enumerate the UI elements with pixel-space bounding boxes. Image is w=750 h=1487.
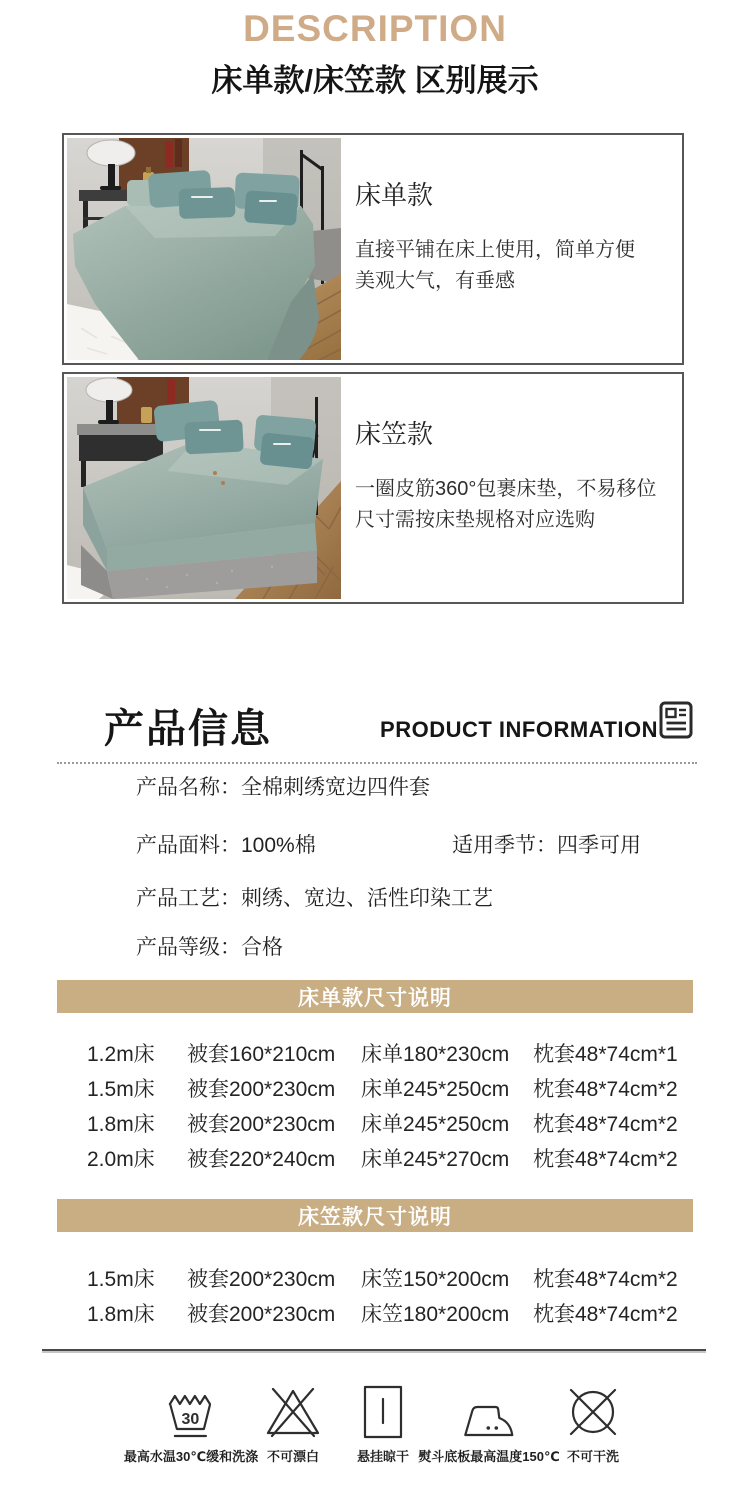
size-cell: 枕套48*74cm*1: [533, 1042, 678, 1066]
care-instruction-wash: [124, 1381, 258, 1465]
no-dry-clean-icon: [563, 1381, 623, 1441]
size-cell: 1.5m床: [87, 1267, 155, 1291]
product-name-value: 全棉刺绣宽边四件套: [241, 776, 430, 799]
size-cell: 枕套48*74cm*2: [533, 1267, 678, 1291]
fitted-sheet-title: 床笠款: [355, 419, 434, 449]
size-cell: 被套200*230cm: [187, 1077, 336, 1101]
product-info-title-cn: 产品信息: [104, 707, 272, 751]
size-cell: 1.2m床: [87, 1042, 155, 1066]
product-name-row: [136, 773, 430, 803]
size-cell: 被套200*230cm: [187, 1302, 336, 1326]
size-cell: 枕套48*74cm*2: [533, 1077, 678, 1101]
size-cell: 床笠150*200cm: [361, 1267, 510, 1291]
product-name-label: 产品名称：: [136, 776, 241, 799]
size-cell: 床单245*270cm: [361, 1147, 510, 1171]
size-cell: 床单180*230cm: [361, 1042, 510, 1066]
product-fabric-label: 产品面料：: [136, 834, 241, 857]
care-instruction-iron: [418, 1381, 559, 1465]
product-craft-row: [136, 884, 493, 914]
size-cell: 被套200*230cm: [187, 1267, 336, 1291]
size-cell: 2.0m床: [87, 1147, 155, 1171]
fitted-sheet-bed-photo: [67, 377, 341, 599]
care-label: 最高水温30℃缓和洗涤: [123, 1449, 259, 1464]
flat-sheet-description: [355, 235, 635, 297]
care-instruction-no-bleach: [262, 1381, 324, 1465]
product-fabric-value: 100%棉: [241, 834, 316, 857]
flat-sheet-desc-line2: 美观大气，有垂感: [355, 270, 515, 292]
flat-sheet-comparison-box: [62, 133, 684, 365]
product-season-label: 适用季节：: [452, 834, 557, 857]
product-grade-row: [136, 933, 283, 963]
table-row: [57, 1260, 693, 1295]
table-row: [57, 1105, 693, 1140]
fitted-sheet-desc-line2: 尺寸需按床垫规格对应选购: [355, 509, 595, 531]
size-cell: 被套160*210cm: [187, 1042, 336, 1066]
svg-text:30: 30: [181, 1411, 200, 1428]
care-label: 不可漂白: [266, 1449, 319, 1464]
size-cell: 床笠180*200cm: [361, 1302, 510, 1326]
product-grade-value: 合格: [241, 936, 283, 959]
size-cell: 1.5m床: [87, 1077, 155, 1101]
product-craft-label: 产品工艺：: [136, 887, 241, 910]
size-cell: 枕套48*74cm*2: [533, 1112, 678, 1136]
size-cell: 1.8m床: [87, 1302, 155, 1326]
size-cell: 被套200*230cm: [187, 1112, 336, 1136]
no-bleach-icon: [262, 1381, 324, 1441]
size-cell: 床单245*250cm: [361, 1077, 510, 1101]
flat-sheet-size-table: [57, 1035, 693, 1175]
product-season-cell: [452, 831, 641, 861]
bottom-divider: [42, 1349, 706, 1351]
table-row: [57, 1140, 693, 1175]
table-row: [57, 1035, 693, 1070]
fitted-sheet-description: [355, 474, 656, 536]
care-label: 悬挂晾干: [356, 1449, 410, 1464]
care-label: 不可干洗: [566, 1449, 619, 1464]
flat-sheet-title: 床单款: [355, 180, 434, 210]
size-cell: 枕套48*74cm*2: [533, 1147, 678, 1171]
care-instruction-hang-dry: [357, 1381, 409, 1465]
dotted-divider: [57, 762, 697, 764]
page-title-en: DESCRIPTION: [243, 8, 507, 49]
page-title-cn: 床单款/床笠款 区别展示: [211, 63, 539, 98]
table-row: [57, 1295, 693, 1330]
flat-sheet-desc-line1: 直接平铺在床上使用，简单方便: [355, 239, 635, 261]
product-craft-value: 刺绣、宽边、活性印染工艺: [241, 887, 493, 910]
fitted-sheet-size-banner-title: 床笠款尺寸说明: [298, 1205, 452, 1229]
product-fabric-row: [136, 831, 696, 861]
product-season-value: 四季可用: [557, 834, 641, 857]
product-grade-label: 产品等级：: [136, 936, 241, 959]
iron-150-icon: [459, 1381, 519, 1441]
size-cell: 床单245*250cm: [361, 1112, 510, 1136]
flat-sheet-bed-photo: [67, 138, 341, 360]
fitted-sheet-size-banner: [57, 1199, 693, 1232]
product-info-title-en: PRODUCT INFORMATION: [380, 717, 658, 742]
care-instruction-no-dry-clean: [563, 1381, 623, 1465]
document-icon: [659, 701, 693, 739]
hang-dry-icon: [361, 1381, 405, 1441]
fitted-sheet-comparison-box: [62, 372, 684, 604]
size-cell: 1.8m床: [87, 1112, 155, 1136]
table-row: [57, 1070, 693, 1105]
flat-sheet-size-banner: [57, 980, 693, 1013]
size-cell: 被套220*240cm: [187, 1147, 336, 1171]
fitted-sheet-desc-line1: 一圈皮筋360°包裹床垫，不易移位: [355, 478, 657, 500]
fitted-sheet-size-table: [57, 1260, 693, 1330]
size-cell: 枕套48*74cm*2: [533, 1302, 678, 1326]
care-label: 熨斗底板最高温度150℃: [418, 1449, 560, 1464]
wash-30-icon: [162, 1381, 220, 1441]
flat-sheet-size-banner-title: 床单款尺寸说明: [298, 986, 452, 1010]
